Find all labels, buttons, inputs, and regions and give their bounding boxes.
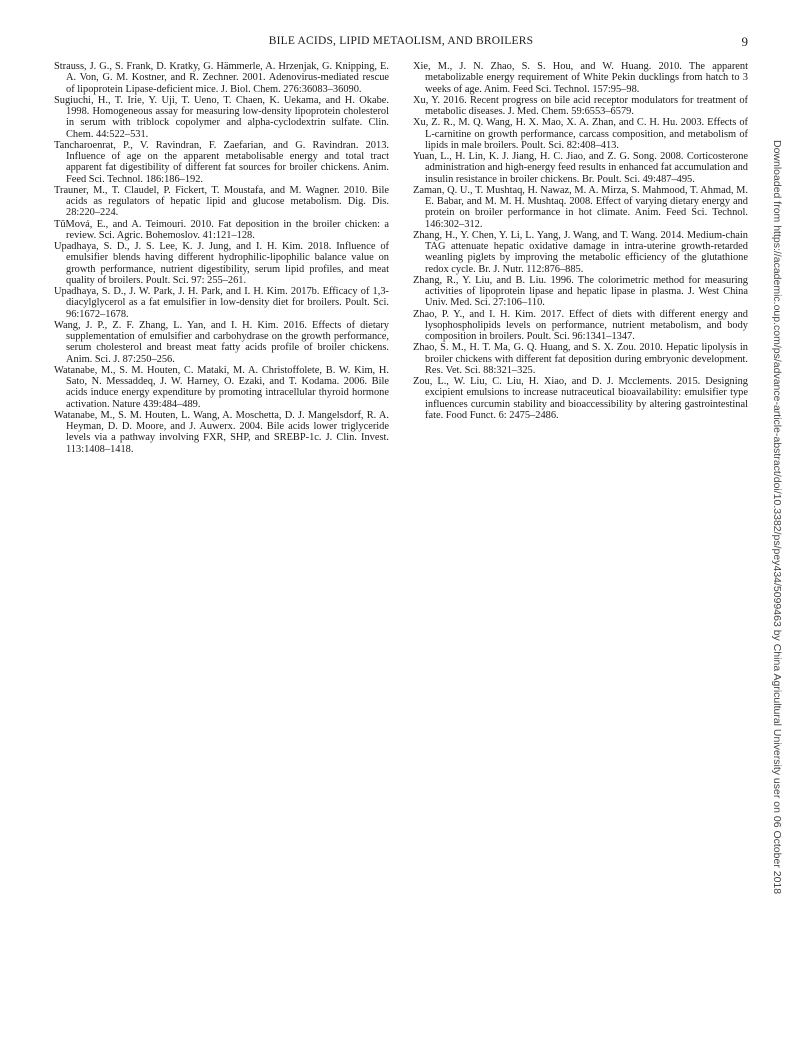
reference-item: Wang, J. P., Z. F. Zhang, L. Yan, and I. H. Kim. 2016. Effects of dietary supplementation of emulsifier and carbohydrase on the growth performance, serum cholesterol and breast meat fatty acids profile of broiler chickens. Anim. Sci. J. 87:250–256. [54, 319, 389, 365]
reference-item: Zaman, Q. U., T. Mushtaq, H. Nawaz, M. A. Mirza, S. Mahmood, T. Ahmad, M. E. Babar, and M. M. H. Mushtaq. 2008. Effect of varying dietary energy and protein on broiler performance in hot climate. Anim. Feed Sci. Technol. 146:302–312. [413, 184, 748, 230]
reference-item: Tancharoenrat, P., V. Ravindran, F. Zaefarian, and G. Ravindran. 2013. Influence of age on the apparent metabolisable energy and total tract apparent fat digestibility of different fat sources for broiler chickens. Anim. Feed Sci. Technol. 186:186–192. [54, 139, 389, 185]
reference-item: Zhang, H., Y. Chen, Y. Li, L. Yang, J. Wang, and T. Wang. 2014. Medium-chain TAG attenuate hepatic oxidative damage in intra-uterine growth-retarded weanling piglets by improving the metabolic efficiency of the glutathione redox cycle. Br. J. Nutr. 112:876–885. [413, 229, 748, 275]
reference-list-right [413, 61, 748, 421]
reference-item: TŭMová, E., and A. Teimouri. 2010. Fat deposition in the broiler chicken: a review. Sci. Agric. Bohemoslov. 41:121–128. [54, 218, 389, 241]
reference-item: Zhao, S. M., H. T. Ma, G. Q. Huang, and S. X. Zou. 2010. Hepatic lipolysis in broiler chickens with different fat deposition during embryonic development. Res. Vet. Sci. 88:321–325. [413, 342, 748, 376]
reference-list-left [54, 61, 389, 455]
page-number: 9 [741, 34, 748, 49]
reference-item: Yuan, L., H. Lin, K. J. Jiang, H. C. Jiao, and Z. G. Song. 2008. Corticosterone administration and high-energy feed results in enhanced fat accumulation and insulin resistance in broiler chickens. Br. Poult. Sci. 49:487–495. [413, 151, 748, 185]
reference-item: Xu, Z. R., M. Q. Wang, H. X. Mao, X. A. Zhan, and C. H. Hu. 2003. Effects of L-carnitine on growth performance, carcass composition, and metabolism of lipids in male broilers. Poult. Sci. 82:408–413. [413, 117, 748, 151]
reference-item: Watanabe, M., S. M. Houten, L. Wang, A. Moschetta, D. J. Mangelsdorf, R. A. Heyman, D. D. Moore, and J. Auwerx. 2004. Bile acids lower triglyceride levels via a pathway involving FXR, SHP, and SREBP-1c. J. Clin. Invest. 113:1408–1418. [54, 409, 389, 455]
reference-item: Xie, M., J. N. Zhao, S. S. Hou, and W. Huang. 2010. The apparent metabolizable energy requirement of White Pekin ducklings from hatch to 3 weeks of age. Anim. Feed Sci. Technol. 157:95–98. [413, 61, 748, 95]
running-title: BILE ACIDS, LIPID METAOLISM, AND BROILERS [268, 35, 534, 47]
reference-item: Upadhaya, S. D., J. W. Park, J. H. Park, and I. H. Kim. 2017b. Efficacy of 1,3-diacylglycerol as a fat emulsifier in low-density diet for broilers. Poult. Sci. 96:1672–1678. [54, 286, 389, 320]
reference-item: Sugiuchi, H., T. Irie, Y. Uji, T. Ueno, T. Chaen, K. Uekama, and H. Okabe. 1998. Homogeneous assay for measuring low-density lipoprotein cholesterol in serum with triblock copolymer and alpha-cyclodextrin sulfate. Clin. Chem. 44:522–531. [54, 94, 389, 140]
reference-item: Upadhaya, S. D., J. S. Lee, K. J. Jung, and I. H. Kim. 2018. Influence of emulsifier blends having different hydrophilic-lipophilic balance value on growth performance, nutrient digestibility, serum lipid profiles, and meat quality of broilers. Poult. Sci. 97: 255–261. [54, 241, 389, 286]
reference-item: Zhang, R., Y. Liu, and B. Liu. 1996. The colorimetric method for measuring activities of lipoprotein lipase and hepatic lipase in plasma. J. West China Univ. Med. Sci. 27:106–110. [413, 274, 748, 309]
reference-item: Watanabe, M., S. M. Houten, C. Mataki, M. A. Christoffolete, B. W. Kim, H. Sato, N. Messaddeq, J. W. Harney, O. Ezaki, and T. Kodama. 2006. Bile acids induce energy expenditure by promoting intracellular thyroid hormone activation. Nature 439:484–489. [54, 364, 389, 410]
reference-item: Strauss, J. G., S. Frank, D. Kratky, G. Hämmerle, A. Hrzenjak, G. Knipping, E. A. Von, G. M. Kostner, and R. Zechner. 2001. Adenovirus-mediated rescue of lipoprotein Lipase-deficient mice. J. Biol. Chem. 276:36083–36090. [54, 61, 389, 95]
reference-item: Xu, Y. 2016. Recent progress on bile acid receptor modulators for treatment of metabolic diseases. J. Med. Chem. 59:6553–6579. [413, 94, 748, 117]
reference-item: Trauner, M., T. Claudel, P. Fickert, T. Moustafa, and M. Wagner. 2010. Bile acids as regulators of hepatic lipid and glucose metabolism. Dig. Dis. 28:220–224. [54, 184, 389, 219]
download-watermark: Downloaded from https://academic.oup.com/ps/advance-article-abstract/doi/10.3382/ps/pey434/5099463 by China Agricultural University user on 06 October 2018 [771, 140, 783, 895]
reference-item: Zou, L., W. Liu, C. Liu, H. Xiao, and D. J. Mcclements. 2015. Designing excipient emulsions to increase nutraceutical bioavailability: emulsifier type influences curcumin stability and bioaccessibility by altering gastrointestinal fate. Food Funct. 6: 2475–2486. [413, 376, 748, 421]
reference-item: Zhao, P. Y., and I. H. Kim. 2017. Effect of diets with different energy and lysophospholipids levels on performance, nutrient metabolism, and body composition in broilers. Poult. Sci. 96:1341–1347. [413, 308, 748, 342]
